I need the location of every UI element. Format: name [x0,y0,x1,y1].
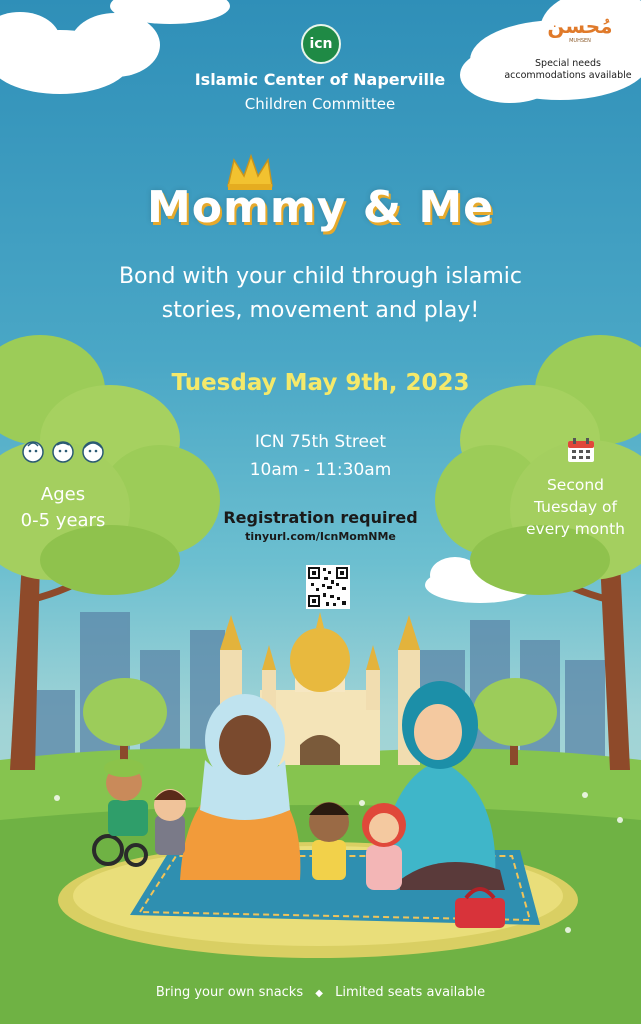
picnic-bag [455,898,505,928]
ages-range: 0-5 years [20,510,106,531]
special-needs-note: Special needs accommodations available [504,58,632,81]
footer-separator: ◆ [315,988,323,999]
committee-name: Children Committee [244,95,396,113]
registration-required: Registration required [223,508,418,527]
calendar-icon [567,437,595,463]
event-location: ICN 75th Street [254,432,387,452]
event-date: Tuesday May 9th, 2023 [171,370,470,396]
icn-logo: icn [301,24,341,64]
recurrence-line-3: every month [525,520,626,538]
recurrence-info [510,474,641,540]
tagline-line-2: stories, movement and play! [161,298,480,323]
qr-code[interactable] [306,565,350,609]
event-tagline [70,260,571,328]
registration-link[interactable]: tinyurl.com/IcnMomNMe [245,530,396,543]
event-title: Mommy & Me [146,182,495,233]
muhsen-logo-arabic: مُحسن [547,14,613,38]
ages-info [0,482,126,534]
organization-name: Islamic Center of Naperville [194,70,446,89]
recurrence-line-1: Second [546,476,605,494]
footer-seats: Limited seats available [335,985,486,1000]
footer-snacks: Bring your own snacks [155,985,304,1000]
children-faces-icon [20,438,110,466]
ages-label: Ages [40,484,86,505]
muhsen-logo-caption: MUHSEN [569,38,591,44]
footer-notes [0,985,641,1000]
muhsen-logo [545,14,615,50]
tagline-line-1: Bond with your child through islamic [118,264,523,289]
recurrence-line-2: Tuesday of [534,498,617,516]
event-time: 10am - 11:30am [249,460,392,480]
